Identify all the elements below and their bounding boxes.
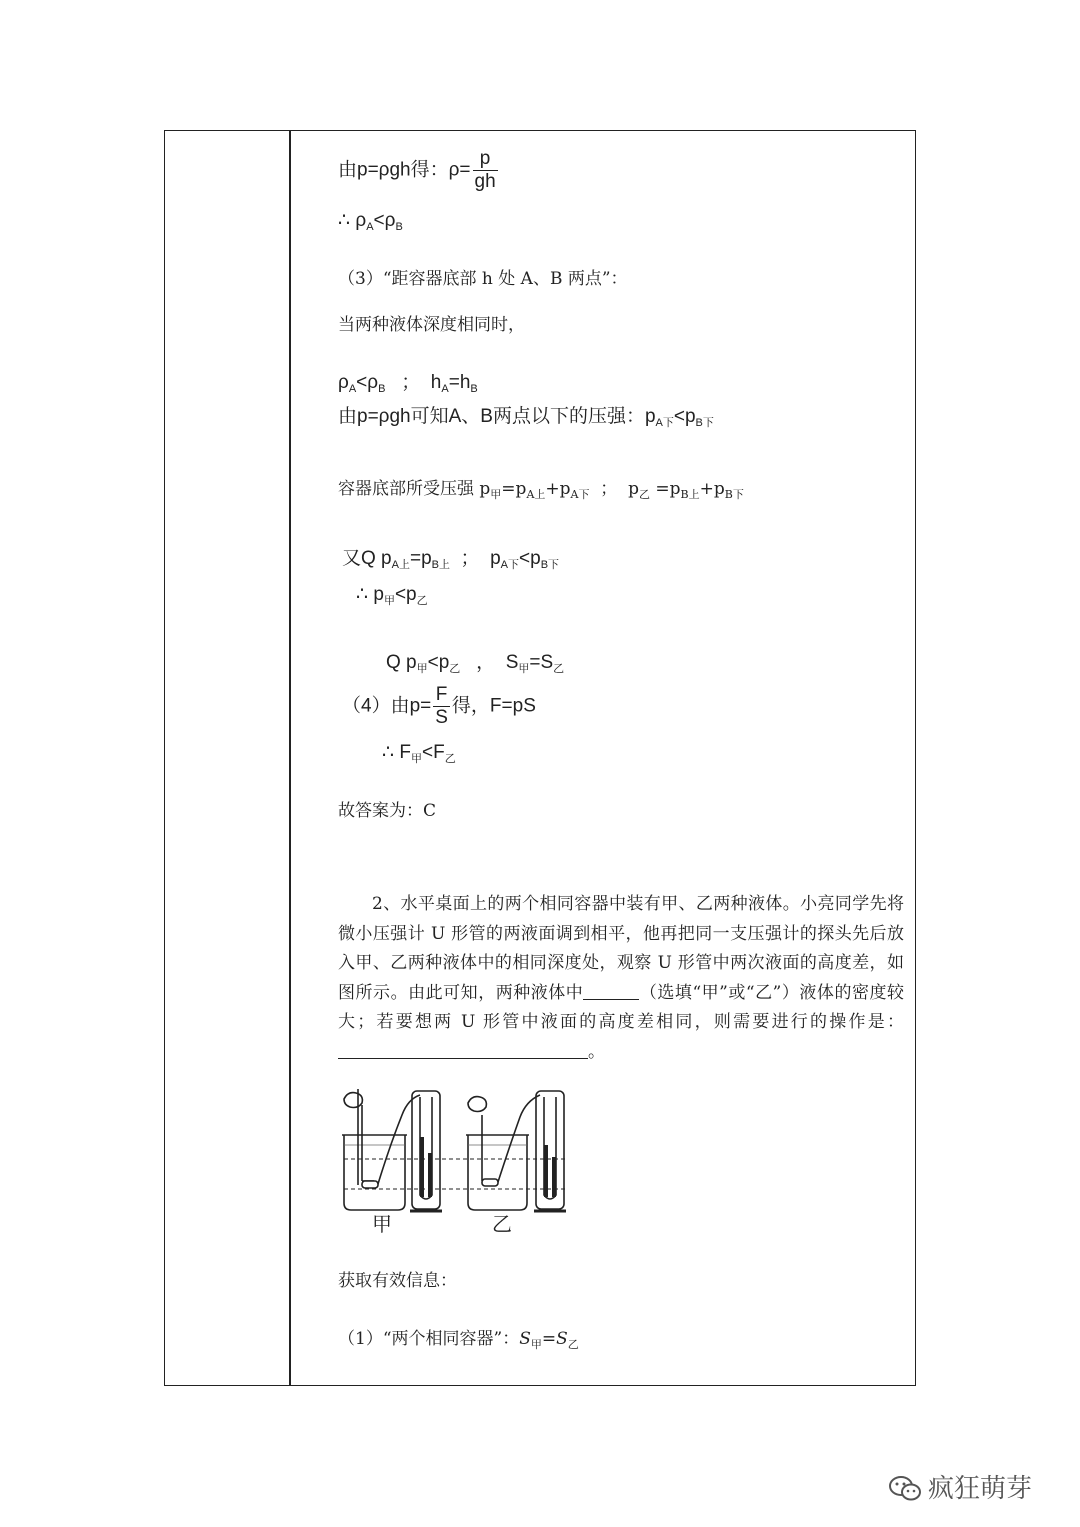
- figure-label-yi: 乙: [492, 1214, 512, 1236]
- container-jia: [342, 1135, 407, 1210]
- line-lower-pressure: 由p=ρgh可知A、B两点以下的压强：$p_{A下}<p_{B下}$: [338, 406, 714, 429]
- line-because-upper-equal: 又Q $p_{A上}=p_{B上}$ ； $p_{A下}<p_{B下}$: [342, 548, 560, 571]
- line-rho-h-compare: $\rho_A<\rho_B$ ； $h_A=h_B$: [338, 372, 478, 395]
- pressure-gauge-figure: [340, 1085, 580, 1235]
- info-item-1: （1）“两个相同容器”：$S_甲=S_乙$: [338, 1329, 579, 1351]
- figure-label-jia: 甲: [372, 1214, 392, 1236]
- probe-head-right: [482, 1179, 498, 1186]
- answer-blank-1[interactable]: [583, 983, 639, 1000]
- container-yi: [466, 1135, 529, 1210]
- solution-cell: [290, 130, 916, 1386]
- info-heading: 获取有效信息：: [338, 1271, 457, 1291]
- hand-icon-right: [468, 1097, 486, 1112]
- line-therefore-f-compare: ∴ $F_甲<F_乙$: [382, 742, 456, 765]
- fraction-p-over-gh: $\frac{p}{gh}$: [474, 148, 496, 192]
- line-density-formula: 由p=ρgh得：ρ= $\frac{p}{gh}$: [338, 148, 496, 192]
- hand-icon-left: [344, 1093, 362, 1108]
- line-because-p-s: Q $p_甲<p_乙$ ， $S_甲=S_乙$: [386, 652, 565, 675]
- u-tube-manometer-right: [536, 1091, 564, 1209]
- wechat-icon: [888, 1475, 922, 1503]
- line-step-3-heading: （3）“距容器底部 h 处 A、B 两点”：: [338, 269, 628, 289]
- fraction-f-over-s: $\frac{F}{S}$: [435, 684, 448, 728]
- line-therefore-p-compare: ∴ $p_甲<p_乙$: [356, 584, 428, 607]
- u-tube-manometer-left: [412, 1091, 440, 1209]
- line-density-compare: ∴ $\rho_A<\rho_B$: [338, 210, 403, 233]
- probe-head-left: [362, 1181, 378, 1188]
- line-answer: 故答案为：C: [338, 801, 437, 821]
- question-2-text: 2、水平桌面上的两个相同容器中装有甲、乙两种液体。小亮同学先将微小压强计 U 形管的两液面调到相平，他再把同一支压强计的探头先后放入甲、乙两种液体中的相同深度处，观察 U 形管中两次液面的高度差，如图所示。由此可知，两种液体中 （选填“甲”或“乙”）液体的密度较大；若要想两 U 形管中液面的高度差相同，则需要进行的操作是：。: [338, 894, 905, 1062]
- line-same-depth: 当两种液体深度相同时，: [338, 315, 525, 335]
- answer-blank-2[interactable]: [338, 1042, 588, 1059]
- watermark: 疯狂萌芽: [888, 1468, 1032, 1505]
- line-bottom-pressure: 容器底部所受压强 $p_甲=p_{A上}+p_{A下}$ ； $p_乙 =p_{B上}+p_{B下}$: [338, 479, 744, 501]
- line-step-4-force: （4）由p= $\frac{F}{S}$ 得，F=pS: [342, 684, 536, 728]
